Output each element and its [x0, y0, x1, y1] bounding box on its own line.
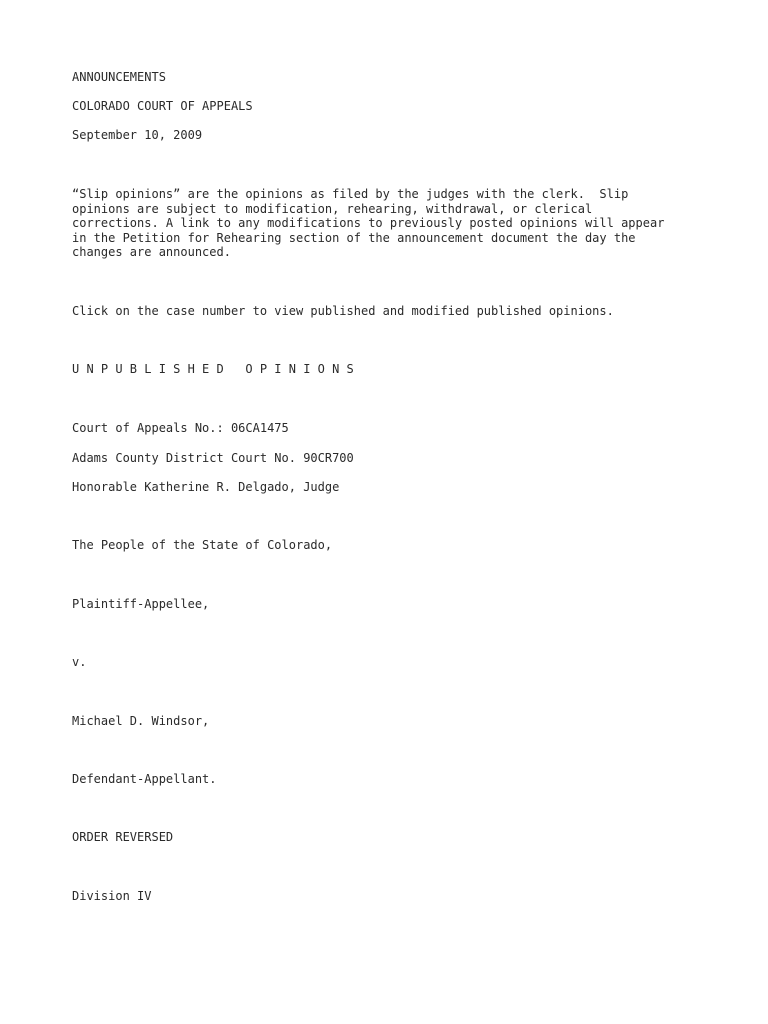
click-instruction: Click on the case number to view published and modified published opinions.: [72, 304, 614, 318]
judge-name: Honorable Katherine R. Delgado, Judge: [72, 480, 340, 494]
defendant-name: Michael D. Windsor,: [72, 714, 210, 728]
court-name: COLORADO COURT OF APPEALS: [72, 99, 253, 113]
plaintiff-role: Plaintiff-Appellee,: [72, 597, 210, 611]
slip-opinions-paragraph: [72, 187, 712, 260]
district-court-number: Adams County District Court No. 90CR700: [72, 451, 354, 465]
slip-line: in the Petition for Rehearing section of the announcement document the day the: [72, 230, 636, 245]
defendant-role: Defendant-Appellant.: [72, 772, 217, 786]
disposition: ORDER REVERSED: [72, 830, 174, 844]
slip-line: corrections. A link to any modifications to previously posted opinions will appear: [72, 216, 665, 231]
slip-line: “Slip opinions” are the opinions as filed by the judges with the clerk. Slip: [72, 187, 629, 201]
unpublished-opinions-heading: U N P U B L I S H E D O P I N I O N S: [72, 362, 354, 376]
division-label: Division IV: [72, 889, 152, 903]
slip-line: opinions are subject to modification, rehearing, withdrawal, or clerical: [72, 201, 593, 216]
slip-line: changes are announced.: [72, 245, 231, 260]
appeals-case-number: Court of Appeals No.: 06CA1475: [72, 421, 289, 435]
plaintiff-name: The People of the State of Colorado,: [72, 538, 333, 552]
versus-label: v.: [72, 655, 87, 669]
announcement-date: September 10, 2009: [72, 128, 203, 142]
announcements-heading: ANNOUNCEMENTS: [72, 70, 166, 84]
